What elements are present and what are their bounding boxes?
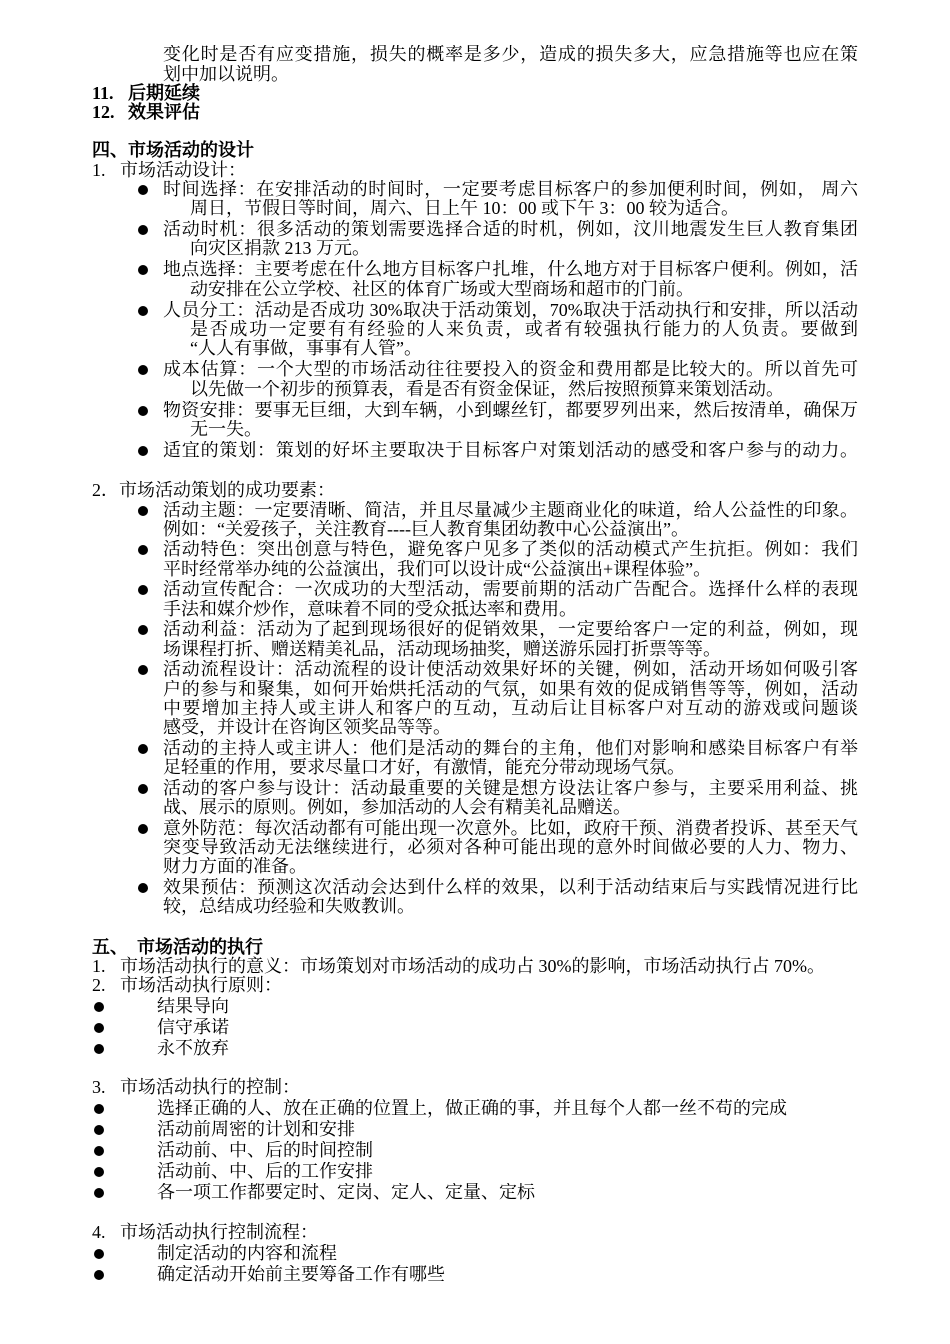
numbered-heading — [92, 84, 950, 103]
bullet-text-line: 时间选择：在安排活动的时间时，一定要考虑目标客户的参加便利时间，例如， 周六 — [163, 179, 858, 199]
bullet-text-line: 地点选择：主要考虑在什么地方目标客户扎堆，什么地方对于目标客户便利。例如，活 — [163, 260, 858, 280]
subsection-number: 1. — [92, 159, 106, 180]
bullet-text-line: 财力方面的准备。 — [163, 857, 307, 877]
blank-line — [0, 1058, 950, 1078]
bullet-item — [0, 1120, 950, 1139]
bullet-text-line: 向灾区捐款 213 万元。 — [190, 239, 370, 259]
numbered-paragraph — [92, 1078, 950, 1097]
bullet-item — [0, 360, 950, 398]
bullet-text-line: 适宜的策划：策划的好坏主要取决于目标客户对策划活动的感受和客户参与的动力。 — [163, 441, 858, 461]
paragraph-line: 变化时是否有应变措施，损失的概率是多少，造成的损失多大，应急措施等也应在策 — [163, 45, 858, 65]
bullet-icon — [138, 784, 148, 794]
bullet-icon — [138, 545, 148, 555]
subsection-title: 2．市场活动策划的成功要素： — [92, 480, 335, 501]
bullet-item — [0, 540, 950, 578]
bullet-text-line: 动安排在公立学校、社区的体育广场或大型商场和超市的门前。 — [190, 279, 694, 299]
bullet-text-line: “人人有事做，事事有人管”。 — [190, 339, 422, 359]
bullet-item — [0, 1099, 950, 1118]
paragraph-text: 市场活动执行的意义：市场策划对市场活动的成功占 30%的影响，市场活动执行占 70%。 — [120, 955, 825, 976]
bullet-item — [0, 1162, 950, 1181]
bullet-icon — [138, 824, 148, 834]
bullet-text-line: 活动前、中、后的工作安排 — [157, 1161, 373, 1181]
bullet-text-line: 活动宣传配合：一次成功的大型活动，需要前期的活动广告配合。选择什么样的表现 — [163, 580, 858, 600]
section-heading: 五、 市场活动的执行 — [92, 936, 263, 957]
blank-line — [0, 1202, 950, 1223]
bullet-item — [0, 620, 950, 658]
bullet-item — [0, 501, 950, 539]
bullet-item — [0, 1244, 950, 1263]
bullet-item — [0, 779, 950, 817]
bullet-text-line: 各一项工作都要定时、定岗、定人、定量、定标 — [157, 1182, 535, 1202]
bullet-text-line: 突变导致活动无法继续进行，必须对各种可能出现的意外时间做必要的人力、物力、 — [163, 837, 858, 857]
bullet-text-line: 战、展示的原则。例如，参加活动的人会有精美礼品赠送。 — [163, 797, 631, 817]
bullet-text-line: 例如：“关爱孩子，关注教育----巨人教育集团幼教中心公益演出”。 — [163, 519, 689, 539]
paragraph-number: 1. — [92, 955, 106, 976]
heading-text: 效果评估 — [128, 101, 200, 122]
blank-line — [0, 460, 950, 481]
heading-text: 后期延续 — [128, 82, 200, 103]
bullet-icon — [94, 1044, 104, 1054]
bullet-item — [0, 997, 950, 1016]
bullet-text-line: 手法和媒介炒作，意味着不同的受众抵达率和费用。 — [163, 599, 577, 619]
bullet-item — [0, 1265, 950, 1284]
bullet-item — [0, 180, 950, 218]
bullet-text-line: 中要增加主持人或主讲人和客户的互动，互动后让目标客户对互动的游戏或问题谈 — [163, 698, 858, 718]
bullet-text-line: 确定活动开始前主要筹备工作有哪些 — [157, 1264, 445, 1284]
paragraph-number: 4. — [92, 1221, 106, 1242]
bullet-icon — [94, 1270, 104, 1280]
bullet-icon — [138, 446, 148, 456]
bullet-text-line: 较，总结成功经验和失败教训。 — [163, 897, 415, 917]
bullet-item — [0, 1141, 950, 1160]
bullet-text-line: 户的参与和聚集，如何开始烘托活动的气氛，如果有效的促成销售等等，例如，活动 — [163, 679, 858, 699]
bullet-text-line: 活动时机：很多活动的策划需要选择合适的时机，例如，汶川地震发生巨人教育集团 — [163, 220, 858, 240]
bullet-icon — [94, 1002, 104, 1012]
bullet-text-line: 场课程打折、赠送精美礼品，活动现场抽奖，赠送游乐园打折票等等。 — [163, 639, 721, 659]
bullet-text-line: 活动特色：突出创意与特色，避免客户见多了类似的活动模式产生抗拒。例如：我们 — [163, 540, 858, 560]
bullet-icon — [94, 1249, 104, 1259]
paragraph-text: 市场活动执行原则： — [120, 975, 282, 996]
numbered-paragraph — [92, 976, 950, 995]
numbered-heading — [92, 103, 950, 122]
bullet-icon — [138, 365, 148, 375]
numbered-paragraph — [92, 1223, 950, 1242]
paragraph-line: 划中加以说明。 — [163, 64, 289, 84]
bullet-icon — [138, 306, 148, 316]
bullet-text-line: 物资安排：要事无巨细，大到车辆，小到螺丝钉，都要罗列出来，然后按清单，确保万 — [163, 400, 858, 420]
bullet-text-line: 活动的主持人或主讲人：他们是活动的舞台的主角，他们对影响和感染目标客户有举 — [163, 738, 858, 758]
bullet-item — [0, 260, 950, 298]
bullet-item — [0, 401, 950, 439]
bullet-item — [0, 878, 950, 916]
bullet-item — [0, 660, 950, 737]
bullet-text-line: 活动的客户参与设计：活动最重要的关键是想方设法让客户参与，主要采用利益、挑 — [163, 778, 858, 798]
bullet-icon — [94, 1146, 104, 1156]
paragraph-number: 2. — [92, 975, 106, 996]
bullet-icon — [94, 1167, 104, 1177]
bullet-text-line: 活动前、中、后的时间控制 — [157, 1140, 373, 1160]
bullet-item — [0, 220, 950, 258]
bullet-text-line: 无一失。 — [190, 419, 262, 439]
bullet-text-line: 永不放弃 — [157, 1039, 229, 1059]
bullet-item — [0, 1039, 950, 1058]
bullet-text-line: 活动利益：活动为了起到现场很好的促销效果，一定要给客户一定的利益，例如，现 — [163, 620, 858, 640]
section-heading: 四、市场活动的设计 — [92, 140, 254, 161]
bullet-icon — [138, 665, 148, 675]
bullet-text-line: 活动主题：一定要清晰、简洁，并且尽量减少主题商业化的味道，给人公益性的印象。 — [163, 500, 858, 520]
bullet-icon — [138, 585, 148, 595]
bullet-icon — [138, 225, 148, 235]
bullet-text-line: 信守承诺 — [157, 1018, 229, 1038]
blank-line — [0, 122, 950, 141]
bullet-text-line: 活动流程设计：活动流程的设计使活动效果好坏的关键，例如，活动开场如何吸引客 — [163, 660, 858, 680]
heading-number: 11. — [92, 82, 114, 103]
subsection-text: 市场活动设计： — [120, 159, 246, 180]
bullet-icon — [138, 185, 148, 195]
bullet-icon — [138, 406, 148, 416]
heading-number: 12. — [92, 101, 115, 122]
paragraph-text: 市场活动执行控制流程： — [120, 1221, 318, 1242]
bullet-icon — [94, 1023, 104, 1033]
bullet-text-line: 足轻重的作用，要求尽量口才好，有激情，能充分带动现场气氛。 — [163, 757, 685, 777]
paragraph-number: 3. — [92, 1076, 106, 1097]
bullet-text-line: 结果导向 — [157, 997, 229, 1017]
bullet-text-line: 人员分工：活动是否成功 30%取决于活动策划，70%取决于活动执行和安排，所以活动 — [163, 300, 858, 320]
bullet-item — [0, 441, 950, 460]
bullet-icon — [138, 506, 148, 516]
bullet-text-line: 成本估算：一个大型的市场活动往往要投入的资金和费用都是比较大的。所以首先可 — [163, 360, 858, 380]
bullet-icon — [94, 1125, 104, 1135]
bullet-item — [0, 301, 950, 359]
continuation-paragraph — [0, 45, 950, 83]
numbered-paragraph — [92, 957, 950, 976]
bullet-text-line: 周日，节假日等时间，周六、日上午 10：00 或下午 3：00 较为适合。 — [190, 198, 739, 218]
bullet-text-line: 是否成功一定要有有经验的人来负责，或者有较强执行能力的人负责。要做到 — [190, 320, 858, 340]
bullet-item — [0, 1183, 950, 1202]
paragraph-text: 市场活动执行的控制： — [120, 1076, 300, 1097]
bullet-item — [0, 580, 950, 618]
bullet-item — [0, 1018, 950, 1037]
bullet-item — [0, 739, 950, 777]
bullet-text-line: 选择正确的人、放在正确的位置上，做正确的事，并且每个人都一丝不苟的完成 — [157, 1098, 787, 1118]
bullet-icon — [138, 883, 148, 893]
bullet-item — [0, 819, 950, 877]
bullet-text-line: 意外防范：每次活动都有可能出现一次意外。比如，政府干预、消费者投诉、甚至天气 — [163, 818, 858, 838]
bullet-text-line: 以先做一个初步的预算表，看是否有资金保证，然后按照预算来策划活动。 — [190, 379, 784, 399]
bullet-icon — [138, 625, 148, 635]
bullet-text-line: 平时经常举办纯的公益演出，我们可以设计成“公益演出+课程体验”。 — [163, 559, 712, 579]
bullet-icon — [138, 265, 148, 275]
bullet-icon — [94, 1188, 104, 1198]
blank-line — [0, 916, 950, 938]
bullet-text-line: 制定活动的内容和流程 — [157, 1243, 337, 1263]
bullet-text-line: 活动前周密的计划和安排 — [157, 1119, 355, 1139]
bullet-text-line: 感受，并设计在咨询区领奖品等等。 — [163, 717, 451, 737]
subsection-title — [92, 161, 950, 180]
bullet-icon — [94, 1104, 104, 1114]
bullet-icon — [138, 744, 148, 754]
bullet-text-line: 效果预估：预测这次活动会达到什么样的效果，以利于活动结束后与实践情况进行比 — [163, 877, 858, 897]
